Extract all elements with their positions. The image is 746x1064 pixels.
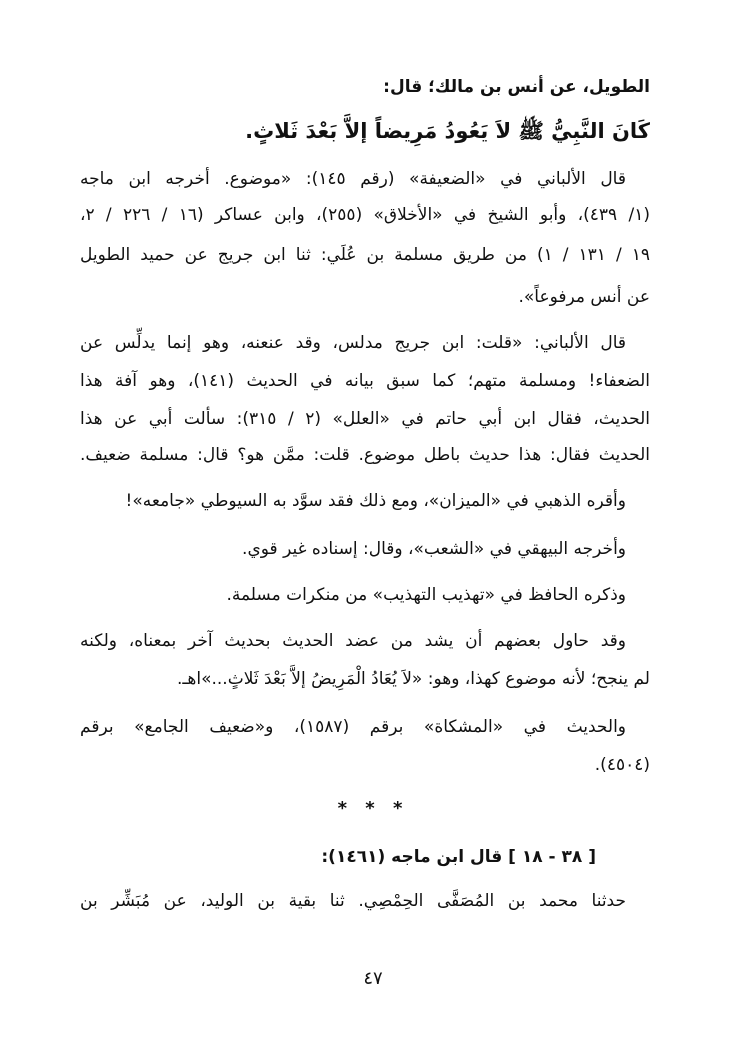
text-line-13: وذكره الحافظ في «تهذيب التهذيب» من منكرات مسلمة.	[226, 585, 626, 605]
text-line-1: الطويل، عن أنس بن مالك؛ قال:	[383, 77, 650, 97]
text-line-14: وقد حاول بعضهم أن يشد من عضد الحديث بحديث آخر بمعناه، ولكنه	[80, 631, 626, 651]
text-line-10: الحديث فقال: هذا حديث باطل موضوع. قلت: ممَّن هو؟ قال: مسلمة ضعيف.	[80, 445, 650, 465]
section-separator: * * *	[337, 798, 409, 819]
page-number: ٤٧	[363, 968, 383, 989]
text-line-7: قال الألباني: «قلت: ابن جريج مدلس، وقد عنعنه، وهو إنما يدلِّس عن	[80, 333, 626, 353]
hadith-text: كَانَ النَّبِيُّ ﷺ لاَ يَعُودُ مَرِيضاً إلاَّ بَعْدَ ثَلاثٍ.	[245, 119, 650, 143]
text-line-6: عن أنس مرفوعاً».	[518, 287, 650, 307]
text-line-15: لم ينجح؛ لأنه موضوع كهذا، وهو: «لاَ يُعَادُ الْمَرِيضُ إلاَّ بَعْدَ ثَلاثٍ...»اهـ.	[177, 669, 650, 689]
section-heading: [ ٣٨ - ١٨ ] قال ابن ماجه (١٤٦١):	[321, 847, 596, 867]
text-line-5: ١٩ / ١٣١ / ١) من طريق مسلمة بن عُلَي: ثنا ابن جريج عن حميد الطويل	[80, 245, 650, 265]
text-line-9: الحديث، فقال ابن أبي حاتم في «العلل» (٢ / ٣١٥): سألت أبي عن هذا	[80, 409, 650, 429]
text-line-16: والحديث في «المشكاة» برقم (١٥٨٧)، و«ضعيف الجامع» برقم	[80, 717, 627, 737]
text-line-11: وأقره الذهبي في «الميزان»، ومع ذلك فقد سوَّد به السيوطي «جامعه»!	[125, 491, 626, 511]
text-line-3: قال الألباني في «الضعيفة» (رقم ١٤٥): «موضوع. أخرجه ابن ماجه	[80, 169, 626, 189]
text-line-17: (٤٥٠٤).	[594, 755, 650, 775]
text-line-8: الضعفاء! ومسلمة متهم؛ كما سبق بيانه في الحديث (١٤١)، وهو آفة هذا	[80, 371, 650, 391]
text-line-4: (١/ ٤٣٩)، وأبو الشيخ في «الأخلاق» (٢٥٥)، وابن عساكر (١٦ / ٢٢٦ / ٢،	[80, 205, 650, 225]
text-line-final: حدثنا محمد بن المُصَفَّى الحِمْصِي. ثنا بقية بن الوليد، عن مُبَشِّر بن	[80, 891, 626, 911]
text-line-12: وأخرجه البيهقي في «الشعب»، وقال: إسناده غير قوي.	[242, 539, 626, 559]
